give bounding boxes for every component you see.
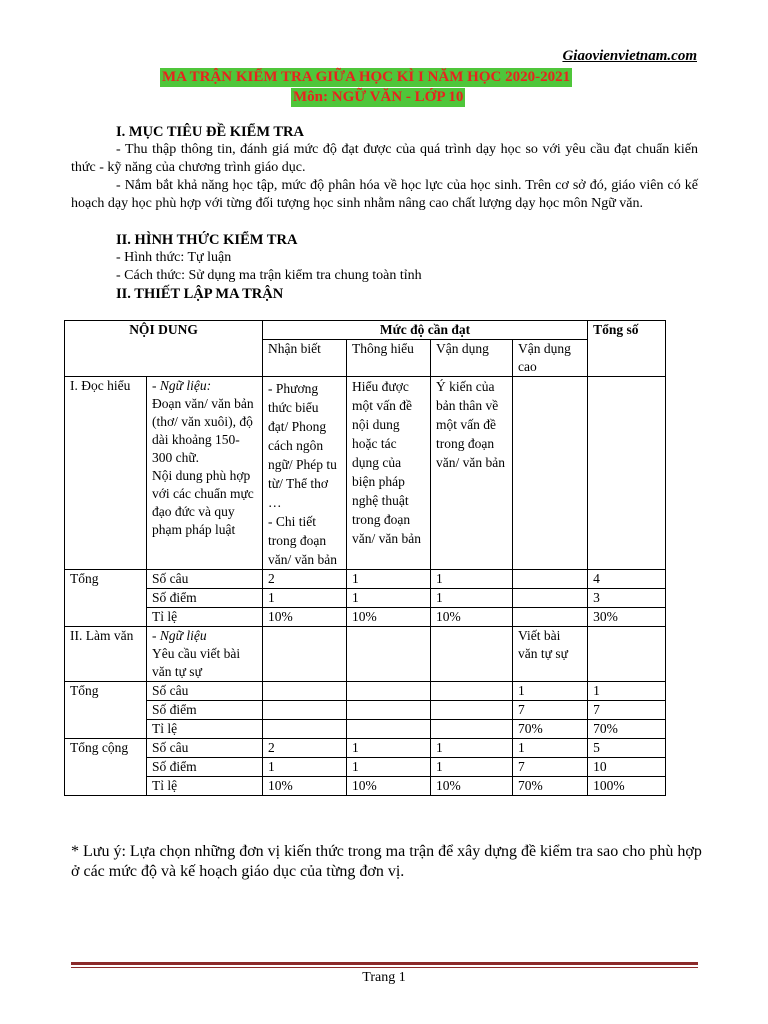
header-level: Mức độ cần đạt bbox=[263, 321, 588, 340]
metric-label: Số điểm bbox=[147, 701, 263, 720]
metric-value bbox=[431, 720, 513, 739]
metric-value: 70% bbox=[588, 720, 666, 739]
metric-value bbox=[347, 682, 431, 701]
cell-text: - Phương thức biểu đạt/ Phong cách ngôn ngữ/ Phép tu từ/ Thể thơ … bbox=[268, 381, 337, 510]
row-label: Tổng bbox=[65, 570, 147, 627]
metric-value bbox=[513, 570, 588, 589]
metric-value: 2 bbox=[263, 570, 347, 589]
metric-value: 4 bbox=[588, 570, 666, 589]
metric-value bbox=[263, 682, 347, 701]
table-row bbox=[65, 701, 666, 720]
metric-value: 1 bbox=[347, 758, 431, 777]
cell-empty bbox=[263, 627, 347, 682]
metric-value bbox=[513, 608, 588, 627]
section-objectives bbox=[71, 123, 698, 213]
row-label: Tổng bbox=[65, 682, 147, 739]
document-title: MA TRẬN KIỂM TRA GIỮA HỌC KÌ I NĂM HỌC 2020-2021 bbox=[162, 69, 571, 85]
metric-value: 1 bbox=[263, 589, 347, 608]
table-row bbox=[65, 758, 666, 777]
metric-label: Số câu bbox=[147, 739, 263, 758]
metric-value: 10% bbox=[347, 777, 431, 796]
metric-value: 5 bbox=[588, 739, 666, 758]
table-row-doc-hieu bbox=[65, 377, 666, 570]
metric-label: Số câu bbox=[147, 570, 263, 589]
table-header-row bbox=[65, 321, 666, 340]
table-row bbox=[65, 682, 666, 701]
metric-value: 1 bbox=[431, 589, 513, 608]
summary-block-writing bbox=[65, 682, 666, 739]
metric-value: 7 bbox=[588, 701, 666, 720]
paragraph: - Nắm bắt khả năng học tập, mức độ phân hóa về học lực của học sinh. Trên cơ sở đó, giáo viên có kế hoạch dạy học phù hợp với từng đối tượng học sinh nhằm nâng cao chất lượng dạy học môn Ngữ văn. bbox=[71, 178, 698, 211]
metric-value bbox=[347, 701, 431, 720]
section-heading: II. THIẾT LẬP MA TRẬN bbox=[116, 286, 284, 302]
header-level-1: Nhận biết bbox=[263, 340, 347, 377]
metric-value bbox=[347, 720, 431, 739]
metric-label: Số câu bbox=[147, 682, 263, 701]
metric-value: 1 bbox=[431, 739, 513, 758]
metric-value: 1 bbox=[431, 570, 513, 589]
cell-empty bbox=[588, 627, 666, 682]
section-heading: I. MỤC TIÊU ĐỀ KIỂM TRA bbox=[116, 124, 304, 140]
metric-label: Số điểm bbox=[147, 589, 263, 608]
metric-value: 10% bbox=[347, 608, 431, 627]
metric-value: 70% bbox=[513, 720, 588, 739]
metric-label: Tỉ lệ bbox=[147, 608, 263, 627]
source-cell bbox=[147, 627, 263, 682]
table-row bbox=[65, 589, 666, 608]
header-level-3: Vận dụng bbox=[431, 340, 513, 377]
header-level-4: Vận dụng cao bbox=[513, 340, 588, 377]
table-row-lam-van bbox=[65, 627, 666, 682]
metric-value: 1 bbox=[347, 589, 431, 608]
cell-text: - Chi tiết trong đoạn văn/ văn bản bbox=[268, 514, 337, 567]
table-row bbox=[65, 777, 666, 796]
metric-value: 7 bbox=[513, 758, 588, 777]
cell-total bbox=[588, 377, 666, 570]
section-heading: II. HÌNH THỨC KIỂM TRA bbox=[116, 232, 298, 248]
metric-label: Số điểm bbox=[147, 758, 263, 777]
metric-value bbox=[263, 720, 347, 739]
metric-value: 1 bbox=[347, 570, 431, 589]
metric-value bbox=[263, 701, 347, 720]
row-label: Tổng cộng bbox=[65, 739, 147, 796]
metric-label: Tỉ lệ bbox=[147, 777, 263, 796]
metric-value bbox=[431, 701, 513, 720]
metric-value: 10% bbox=[431, 777, 513, 796]
table-row bbox=[65, 739, 666, 758]
table-row bbox=[65, 720, 666, 739]
document-subject: Môn: NGỮ VĂN - LỚP 10 bbox=[293, 89, 464, 105]
footer-rule bbox=[71, 962, 698, 965]
source-cell bbox=[147, 377, 263, 570]
metric-value bbox=[431, 682, 513, 701]
list-line: - Cách thức: Sử dụng ma trận kiểm tra chung toàn tỉnh bbox=[116, 268, 422, 283]
source-text: Yêu cầu viết bài văn tự sự bbox=[152, 646, 241, 679]
cell-nhan-biet bbox=[263, 377, 347, 570]
metric-value: 1 bbox=[588, 682, 666, 701]
metric-value bbox=[513, 589, 588, 608]
metric-value: 1 bbox=[263, 758, 347, 777]
section-format bbox=[71, 231, 698, 303]
metric-value: 1 bbox=[347, 739, 431, 758]
cell-thong-hieu: Hiểu được một vấn đề nội dung hoặc tác dụng của biện pháp nghệ thuật trong đoạn văn/ văn bản bbox=[347, 377, 431, 570]
cell-empty bbox=[431, 627, 513, 682]
paragraph: - Thu thập thông tin, đánh giá mức độ đạt được của quá trình dạy học so với yêu cầu đạt chuẩn kiến thức - kỹ năng của chương trình giáo dục. bbox=[71, 142, 698, 175]
list-line: - Hình thức: Tự luận bbox=[116, 250, 232, 265]
metric-value: 10% bbox=[263, 608, 347, 627]
table-row bbox=[65, 570, 666, 589]
header-total: Tổng số bbox=[588, 321, 666, 377]
row-label: II. Làm văn bbox=[65, 627, 147, 682]
header-content: NỘI DUNG bbox=[65, 321, 263, 377]
metric-value: 1 bbox=[513, 739, 588, 758]
source-label: - Ngữ liệu bbox=[152, 628, 207, 643]
cell-van-dung-cao bbox=[513, 377, 588, 570]
summary-block-reading bbox=[65, 570, 666, 627]
metric-value: 1 bbox=[431, 758, 513, 777]
metric-value: 2 bbox=[263, 739, 347, 758]
footnote: * Lưu ý: Lựa chọn những đơn vị kiến thức trong ma trận để xây dựng đề kiểm tra sao cho phù hợp ở các mức độ và kế hoạch giáo dục của từng đơn vị. bbox=[71, 843, 702, 880]
header-level-2: Thông hiểu bbox=[347, 340, 431, 377]
cell-van-dung-cao: Viết bài văn tự sự bbox=[513, 627, 588, 682]
table-row bbox=[65, 608, 666, 627]
metric-value: 100% bbox=[588, 777, 666, 796]
footer-rule-thin bbox=[71, 967, 698, 968]
metric-value: 3 bbox=[588, 589, 666, 608]
row-label: I. Đọc hiểu bbox=[65, 377, 147, 570]
page-number: Trang 1 bbox=[362, 970, 406, 985]
metric-value: 10% bbox=[431, 608, 513, 627]
metric-value: 10% bbox=[263, 777, 347, 796]
metric-value: 30% bbox=[588, 608, 666, 627]
cell-van-dung: Ý kiến của bản thân về một vấn đề trong đoạn văn/ văn bản bbox=[431, 377, 513, 570]
assessment-matrix-table bbox=[64, 320, 666, 796]
source-text: Nội dung phù hợp với các chuẩn mực đạo đức và quy phạm pháp luật bbox=[152, 468, 254, 537]
metric-value: 70% bbox=[513, 777, 588, 796]
source-label: - Ngữ liệu: bbox=[152, 378, 212, 393]
summary-block-grand-total bbox=[65, 739, 666, 796]
cell-empty bbox=[347, 627, 431, 682]
metric-value: 1 bbox=[513, 682, 588, 701]
metric-value: 10 bbox=[588, 758, 666, 777]
metric-label: Tỉ lệ bbox=[147, 720, 263, 739]
site-watermark: Giaovienvietnam.com bbox=[562, 48, 697, 64]
metric-value: 7 bbox=[513, 701, 588, 720]
source-text: Đoạn văn/ văn bản (thơ/ văn xuôi), độ dài khoảng 150-300 chữ. bbox=[152, 396, 254, 465]
